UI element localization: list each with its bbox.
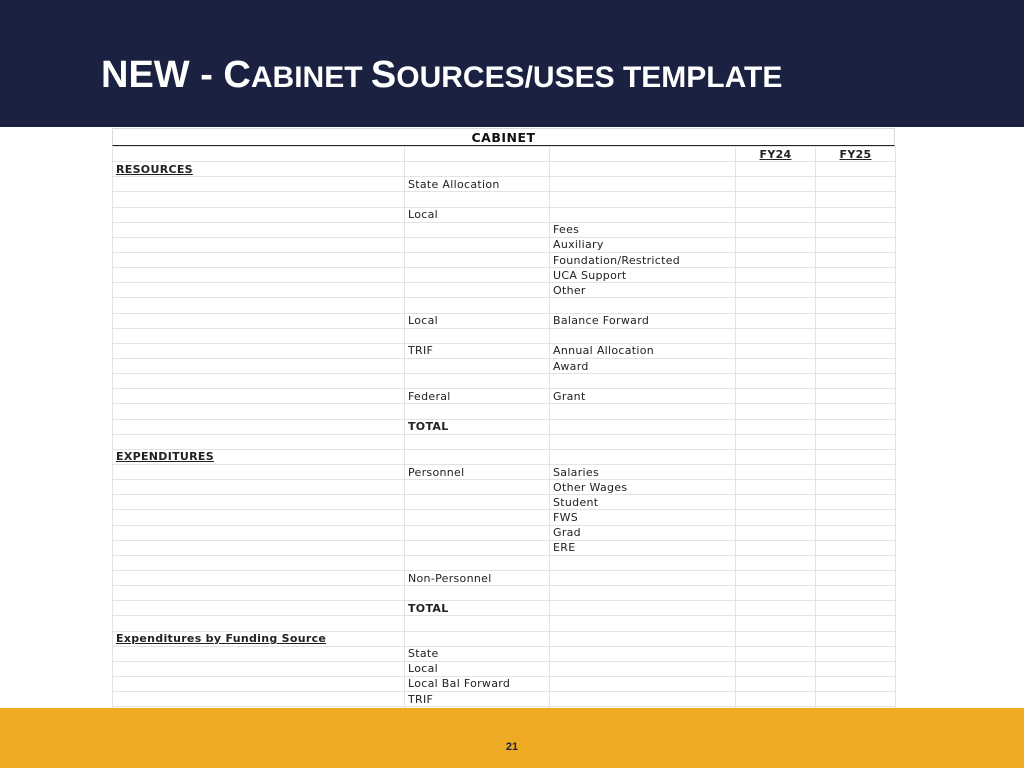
cell-col2: Local Bal Forward [405,676,550,691]
cell-fy24 [736,222,816,237]
cell-fy24 [736,268,816,283]
cell-fy24 [736,631,816,646]
cell-fy25 [816,313,896,328]
cell-col2 [405,495,550,510]
fy-header-fy24: FY24 [736,147,816,162]
cell-fy24 [736,601,816,616]
cell-fy24 [736,192,816,207]
table-row [113,147,896,162]
cell-col2 [405,298,550,313]
table-row [113,616,896,631]
table-row [113,601,896,616]
cell-fy24 [736,313,816,328]
cell-col1 [113,358,405,373]
cell-col1 [113,207,405,222]
cell-fy25 [816,434,896,449]
cell-col3: Other Wages [550,480,736,495]
cell-col3 [550,207,736,222]
cell-col3 [550,298,736,313]
cell-fy25 [816,510,896,525]
cell-col1 [113,540,405,555]
slide-footer [0,708,1024,768]
table-row [113,540,896,555]
cell-fy25 [816,328,896,343]
cell-col2: State [405,646,550,661]
cell-col3 [550,177,736,192]
cell-col3 [550,147,736,162]
cell-fy24 [736,616,816,631]
cell-col2 [405,222,550,237]
cell-col3: UCA Support [550,268,736,283]
cell-fy25 [816,177,896,192]
cell-col1 [113,283,405,298]
cell-col3 [550,570,736,585]
cell-col2: Federal [405,389,550,404]
cell-col2: State Allocation [405,177,550,192]
cell-col2 [405,147,550,162]
cell-col1 [113,328,405,343]
cell-col1 [113,374,405,389]
cell-fy24 [736,495,816,510]
cell-fy25 [816,631,896,646]
cell-fy25 [816,570,896,585]
cell-col3: Student [550,495,736,510]
cell-col2: TRIF [405,343,550,358]
cell-col2 [405,434,550,449]
cell-col1 [113,692,405,707]
cell-col3 [550,646,736,661]
cell-col2 [405,328,550,343]
cell-col1 [113,570,405,585]
cell-fy25 [816,404,896,419]
cell-fy24 [736,449,816,464]
cell-col2 [405,616,550,631]
cell-fy24 [736,480,816,495]
cell-fy24 [736,692,816,707]
table-row [113,252,896,267]
cell-col1 [113,661,405,676]
cell-fy25 [816,495,896,510]
cell-col1 [113,237,405,252]
cell-fy24 [736,404,816,419]
cell-col2 [405,540,550,555]
cell-fy25 [816,252,896,267]
cell-col1 [113,434,405,449]
cell-col3: ERE [550,540,736,555]
cell-fy25 [816,192,896,207]
cell-fy24 [736,661,816,676]
cell-fy24 [736,540,816,555]
cell-fy24 [736,434,816,449]
cell-col1 [113,252,405,267]
table-row [113,328,896,343]
sources-uses-table [112,146,896,737]
cell-col1 [113,464,405,479]
cell-fy25 [816,419,896,434]
cell-col3 [550,676,736,691]
title-part: OURCES/USES TEMPLATE [396,61,783,94]
cell-fy24 [736,464,816,479]
table-row [113,222,896,237]
table-row [113,192,896,207]
table-row [113,374,896,389]
cell-col3: Grant [550,389,736,404]
cell-fy24 [736,374,816,389]
table-row [113,555,896,570]
cell-col2: Local [405,207,550,222]
cell-fy25 [816,207,896,222]
table-row [113,570,896,585]
table-row [113,586,896,601]
cell-col2 [405,510,550,525]
cell-col3: Auxiliary [550,237,736,252]
cell-col3 [550,616,736,631]
cell-col3 [550,661,736,676]
cell-col1 [113,480,405,495]
table-row [113,389,896,404]
table-row [113,495,896,510]
cell-fy24 [736,298,816,313]
table-row [113,419,896,434]
cell-fy25 [816,449,896,464]
table-row [113,631,896,646]
table-row [113,207,896,222]
cell-col3 [550,601,736,616]
table-row [113,676,896,691]
cell-col1 [113,343,405,358]
table-row [113,692,896,707]
table-row [113,464,896,479]
cell-col1 [113,510,405,525]
cell-fy24 [736,207,816,222]
cell-col2: Personnel [405,464,550,479]
table-row [113,449,896,464]
cell-col2: TRIF [405,692,550,707]
cell-col2 [405,480,550,495]
cell-col3 [550,449,736,464]
cell-col2: Local [405,661,550,676]
table-row [113,177,896,192]
table-row [113,298,896,313]
cell-col2 [405,252,550,267]
cell-col1 [113,404,405,419]
cell-fy25 [816,525,896,540]
cell-col1 [113,177,405,192]
cell-fy25 [816,661,896,676]
cell-col3: Award [550,358,736,373]
fy-header-fy25: FY25 [816,147,896,162]
table-title-row [112,128,895,146]
cell-fy25 [816,464,896,479]
cell-col3 [550,434,736,449]
cell-fy25 [816,676,896,691]
cell-col1 [113,192,405,207]
cell-col2 [405,283,550,298]
cell-fy25 [816,237,896,252]
table-row [113,434,896,449]
table-row [113,268,896,283]
cell-fy25 [816,374,896,389]
cell-col2 [405,449,550,464]
title-part: NEW - C [101,54,251,96]
cell-col3 [550,586,736,601]
cell-fy25 [816,283,896,298]
table-row [113,480,896,495]
cell-col3: Other [550,283,736,298]
cell-col3 [550,162,736,177]
cell-col2: Local [405,313,550,328]
page-number: 21 [505,741,519,753]
cell-fy24 [736,586,816,601]
cell-col1 [113,555,405,570]
cell-col2: TOTAL [405,419,550,434]
cell-fy24 [736,525,816,540]
table-row [113,358,896,373]
cell-col1 [113,586,405,601]
title-part: ABINET [250,61,371,94]
cell-col1: RESOURCES [113,162,405,177]
cell-col2: TOTAL [405,601,550,616]
cell-fy24 [736,162,816,177]
cell-col1: EXPENDITURES [113,449,405,464]
slide-header [0,0,1024,127]
cell-fy25 [816,358,896,373]
cell-fy24 [736,358,816,373]
cell-col3 [550,192,736,207]
cell-col1 [113,601,405,616]
cell-col1 [113,222,405,237]
cell-fy24 [736,283,816,298]
cell-col1 [113,389,405,404]
cell-col2 [405,525,550,540]
cell-col3 [550,374,736,389]
cell-col1 [113,646,405,661]
cell-fy24 [736,646,816,661]
spreadsheet [112,128,895,737]
cell-col3 [550,555,736,570]
cell-fy24 [736,676,816,691]
table-row [113,525,896,540]
cell-col2 [405,374,550,389]
table-row [113,343,896,358]
cell-fy24 [736,570,816,585]
table-row [113,283,896,298]
cell-col2 [405,192,550,207]
cell-col2 [405,555,550,570]
cell-col1 [113,298,405,313]
cell-fy24 [736,343,816,358]
cell-col3: Fees [550,222,736,237]
table-row [113,510,896,525]
table-row [113,661,896,676]
cell-col1 [113,419,405,434]
cell-col3: Balance Forward [550,313,736,328]
cell-fy25 [816,692,896,707]
cell-col2 [405,162,550,177]
cell-col1 [113,495,405,510]
cell-fy24 [736,510,816,525]
cell-col3 [550,419,736,434]
cell-col3 [550,328,736,343]
cell-fy25 [816,601,896,616]
cell-col1 [113,313,405,328]
cell-col2 [405,268,550,283]
cell-fy24 [736,177,816,192]
table-row [113,162,896,177]
cell-fy25 [816,222,896,237]
cell-col3 [550,692,736,707]
cell-fy25 [816,268,896,283]
cell-col3 [550,404,736,419]
cell-col1 [113,525,405,540]
cell-fy24 [736,252,816,267]
cell-fy25 [816,616,896,631]
cell-fy25 [816,343,896,358]
cell-fy24 [736,419,816,434]
cell-col2: Non-Personnel [405,570,550,585]
cell-fy24 [736,237,816,252]
slide-title [101,52,782,101]
cell-fy24 [736,328,816,343]
cell-col1 [113,676,405,691]
cell-fy24 [736,389,816,404]
cell-fy25 [816,162,896,177]
cell-fy24 [736,555,816,570]
cell-col3: Foundation/Restricted [550,252,736,267]
cell-col2 [405,237,550,252]
cell-fy25 [816,480,896,495]
cell-col2 [405,358,550,373]
title-part: S [370,54,397,96]
table-row [113,313,896,328]
cell-col3: Salaries [550,464,736,479]
cell-col1 [113,268,405,283]
cell-fy25 [816,646,896,661]
table-row [113,237,896,252]
cell-col2 [405,586,550,601]
cell-col2 [405,631,550,646]
cell-col3: Annual Allocation [550,343,736,358]
cell-fy25 [816,586,896,601]
cell-fy25 [816,389,896,404]
table-row [113,646,896,661]
cell-col3 [550,631,736,646]
cell-col1: Expenditures by Funding Source [113,631,405,646]
cell-col1 [113,616,405,631]
table-title: CABINET [471,130,536,145]
table-row [113,404,896,419]
cell-fy25 [816,540,896,555]
cell-col2 [405,404,550,419]
cell-fy25 [816,298,896,313]
cell-col1 [113,147,405,162]
cell-fy25 [816,555,896,570]
cell-col3: FWS [550,510,736,525]
cell-col3: Grad [550,525,736,540]
